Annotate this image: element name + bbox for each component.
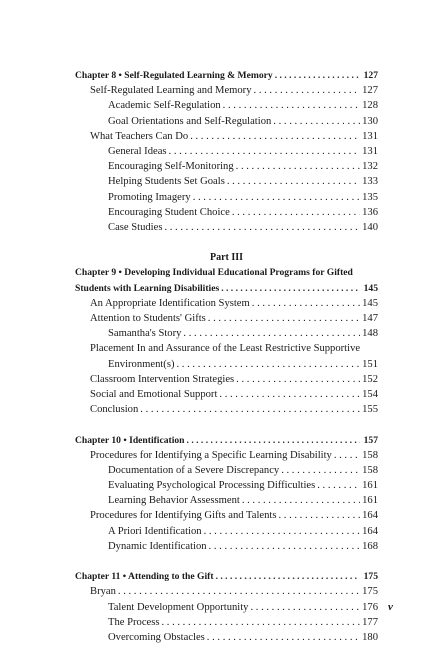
dot-leader <box>209 539 360 554</box>
subsection-entry <box>75 326 378 341</box>
section-spacer <box>75 235 378 250</box>
subsection-entry <box>75 205 378 220</box>
chapter-entry <box>75 569 378 584</box>
section-entry <box>75 387 378 402</box>
entry-title: Self-Regulated Learning and Memory <box>90 85 252 97</box>
entry-title: Promoting Imagery <box>108 191 191 203</box>
dot-leader <box>204 524 360 539</box>
entry-page-number: 161 <box>362 480 378 492</box>
entry-page-number: 135 <box>362 191 378 203</box>
entry-title: Encouraging Student Choice <box>108 206 230 218</box>
dot-leader <box>275 68 360 83</box>
entry-page-number: 154 <box>362 388 378 400</box>
entry-title: Encouraging Self-Monitoring <box>108 161 234 173</box>
entry-title: Chapter 8 • Self-Regulated Learning & Memory <box>75 70 273 81</box>
dot-leader <box>242 493 360 508</box>
entry-title: Students with Learning Disabilities <box>75 282 220 294</box>
dot-leader <box>177 357 361 372</box>
entry-title: Attention to Students' Gifts <box>90 313 206 324</box>
section-entry <box>75 341 378 356</box>
entry-page-number: 157 <box>363 434 378 446</box>
dot-leader <box>193 190 360 205</box>
dot-leader <box>219 387 360 402</box>
subsection-entry <box>75 463 378 478</box>
entry-title: The Process <box>108 616 160 628</box>
part-heading: Part III <box>209 252 244 264</box>
dot-leader <box>334 448 360 463</box>
section-entry <box>75 584 378 599</box>
entry-page-number: 161 <box>362 495 378 507</box>
dot-leader <box>208 311 360 326</box>
entry-page-number: 155 <box>362 404 378 416</box>
entry-page-number: 140 <box>362 221 378 233</box>
entry-title: Social and Emotional Support <box>90 388 218 400</box>
entry-title: Talent Development Opportunity <box>108 601 249 613</box>
dot-leader <box>164 220 360 235</box>
entry-title: Bryan <box>90 586 116 598</box>
entry-page-number: 131 <box>362 145 378 157</box>
section-entry <box>75 372 378 387</box>
entry-title: Classroom Intervention Strategies <box>90 373 235 385</box>
subsection-entry <box>75 615 378 630</box>
entry-title: Procedures for Identifying Gifts and Talents <box>90 510 277 522</box>
section-entry <box>75 508 378 523</box>
chapter-entry <box>75 68 378 83</box>
dot-leader <box>252 296 360 311</box>
entry-title: A Priori Identification <box>108 525 202 537</box>
section-entry <box>75 448 378 463</box>
subsection-entry <box>75 159 378 174</box>
entry-title: An Appropriate Identification System <box>90 297 250 309</box>
section-entry-continuation <box>75 357 378 372</box>
entry-title: Overcoming Obstacles <box>108 631 205 643</box>
dot-leader <box>236 372 360 387</box>
entry-title: Goal Orientations and Self-Regulation <box>108 115 272 127</box>
entry-title: Procedures for Identifying a Specific Learning Disability <box>90 449 332 461</box>
dot-leader <box>187 433 360 448</box>
entry-page-number: 180 <box>362 631 378 643</box>
subsection-entry <box>75 630 378 645</box>
section-entry <box>75 83 378 98</box>
entry-page-number: 164 <box>362 510 378 522</box>
entry-page-number: 177 <box>362 616 378 628</box>
dot-leader <box>254 83 360 98</box>
section-entry <box>75 296 378 311</box>
dot-leader <box>281 463 360 478</box>
entry-page-number: 128 <box>362 100 378 112</box>
dot-leader <box>223 98 360 113</box>
dot-leader <box>118 584 360 599</box>
section-entry <box>75 129 378 144</box>
dot-leader <box>232 205 360 220</box>
entry-page-number: 131 <box>362 130 378 142</box>
dot-leader <box>190 129 360 144</box>
entry-page-number: 164 <box>362 525 378 537</box>
subsection-entry <box>75 144 378 159</box>
subsection-entry <box>75 190 378 205</box>
entry-title: Dynamic Identification <box>108 540 207 552</box>
section-spacer <box>75 554 378 569</box>
chapter-entry <box>75 265 378 280</box>
section-entry <box>75 311 378 326</box>
entry-page-number: 127 <box>362 85 378 97</box>
subsection-entry <box>75 493 378 508</box>
dot-leader <box>273 114 360 129</box>
entry-title: What Teachers Can Do <box>90 130 189 142</box>
dot-leader <box>250 600 360 615</box>
entry-page-number: 145 <box>363 282 378 294</box>
entry-title: Documentation of a Severe Discrepancy <box>108 464 280 476</box>
dot-leader <box>140 402 360 417</box>
entry-title: Evaluating Psychological Processing Difficulties <box>108 480 316 492</box>
section-entry <box>75 402 378 417</box>
subsection-entry <box>75 524 378 539</box>
entry-page-number: 175 <box>362 586 378 598</box>
subsection-entry <box>75 478 378 493</box>
entry-page-number: 168 <box>362 540 378 552</box>
dot-leader <box>236 159 360 174</box>
entry-title: Chapter 9 • Developing Individual Educational Programs for Gifted <box>75 267 353 279</box>
entry-page-number: 175 <box>363 571 378 583</box>
entry-title: Placement In and Assurance of the Least Restrictive Supportive <box>90 343 361 355</box>
table-of-contents <box>75 68 378 645</box>
entry-page-number: 158 <box>362 449 378 461</box>
subsection-entry <box>75 600 378 615</box>
dot-leader <box>207 630 360 645</box>
entry-title: Case Studies <box>108 221 163 233</box>
dot-leader <box>221 281 360 296</box>
entry-title: Learning Behavior Assessment <box>108 495 240 507</box>
entry-page-number: 151 <box>362 358 378 370</box>
entry-page-number: 136 <box>362 206 378 218</box>
dot-leader <box>227 174 360 189</box>
dot-leader <box>317 478 360 493</box>
dot-leader <box>169 144 360 159</box>
section-spacer <box>75 417 378 432</box>
entry-page-number: 145 <box>362 297 378 309</box>
dot-leader <box>278 508 360 523</box>
chapter-entry <box>75 281 378 296</box>
entry-page-number: 152 <box>362 373 378 385</box>
entry-page-number: 176 <box>362 601 378 613</box>
page-number-folio: v <box>388 601 393 613</box>
subsection-entry <box>75 114 378 129</box>
dot-leader <box>183 326 360 341</box>
subsection-entry <box>75 220 378 235</box>
entry-page-number: 133 <box>362 176 378 188</box>
entry-title: Academic Self-Regulation <box>108 100 221 112</box>
entry-title: Chapter 11 • Attending to the Gift <box>75 571 214 583</box>
entry-page-number: 147 <box>362 313 378 324</box>
subsection-entry <box>75 539 378 554</box>
dot-leader <box>161 615 360 630</box>
entry-title: Conclusion <box>90 404 139 416</box>
entry-title: Environment(s) <box>108 358 175 370</box>
entry-page-number: 130 <box>362 115 378 127</box>
subsection-entry <box>75 98 378 113</box>
chapter-entry <box>75 433 378 448</box>
entry-title: General Ideas <box>108 145 167 157</box>
entry-page-number: 127 <box>363 70 378 81</box>
entry-page-number: 158 <box>362 464 378 476</box>
entry-title: Helping Students Set Goals <box>108 176 225 188</box>
entry-page-number: 148 <box>362 328 378 340</box>
entry-page-number: 132 <box>362 161 378 173</box>
entry-title: Samantha's Story <box>108 328 182 340</box>
subsection-entry <box>75 174 378 189</box>
entry-title: Chapter 10 • Identification <box>75 434 185 446</box>
dot-leader <box>216 569 360 584</box>
